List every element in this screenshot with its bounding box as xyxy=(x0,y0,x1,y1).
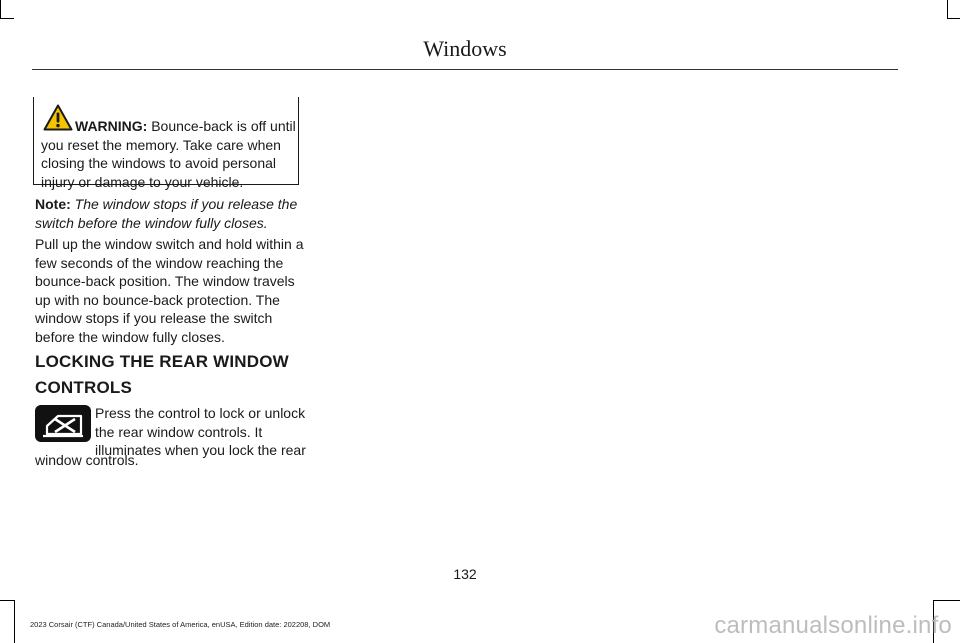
warning-label: WARNING: xyxy=(75,118,148,134)
warning-body: Bounce-back is off until you reset the memory. Take care when closing the windows to avoid personal injury or damage to your vehicle. xyxy=(41,118,296,190)
crop-mark xyxy=(14,600,15,643)
crop-mark xyxy=(0,18,14,19)
note-label: Note: xyxy=(35,196,71,212)
lock-control-description-cont: window controls. xyxy=(35,452,139,468)
note xyxy=(35,195,305,232)
crop-mark xyxy=(0,600,14,601)
note-text: The window stops if you release the switch before the window fully closes. xyxy=(35,196,298,231)
body-paragraph: Pull up the window switch and hold within a few seconds of the window reaching the bounce-back position. The window travels up with no bounce-back protection. The window stops if you release the switch before the window fully closes. xyxy=(35,236,304,345)
crop-mark xyxy=(933,600,960,601)
page-title: Windows xyxy=(423,36,507,61)
crop-mark xyxy=(947,0,948,18)
section-heading: LOCKING THE REAR WINDOW CONTROLS xyxy=(35,352,289,397)
window-lock-icon xyxy=(35,405,91,442)
footer-edition-info: 2023 Corsair (CTF) Canada/United States of America, enUSA, Edition date: 202208, DOM xyxy=(30,620,331,629)
crop-mark xyxy=(0,0,1,18)
crop-mark xyxy=(947,18,960,19)
page-number: 132 xyxy=(453,566,477,582)
watermark: carmanualsonline.info xyxy=(714,612,952,639)
lock-control-description: Press the control to lock or unlock the rear window controls. It illuminates when you lock the rear xyxy=(95,405,306,458)
warning-text xyxy=(41,117,299,191)
header-divider xyxy=(32,69,898,70)
